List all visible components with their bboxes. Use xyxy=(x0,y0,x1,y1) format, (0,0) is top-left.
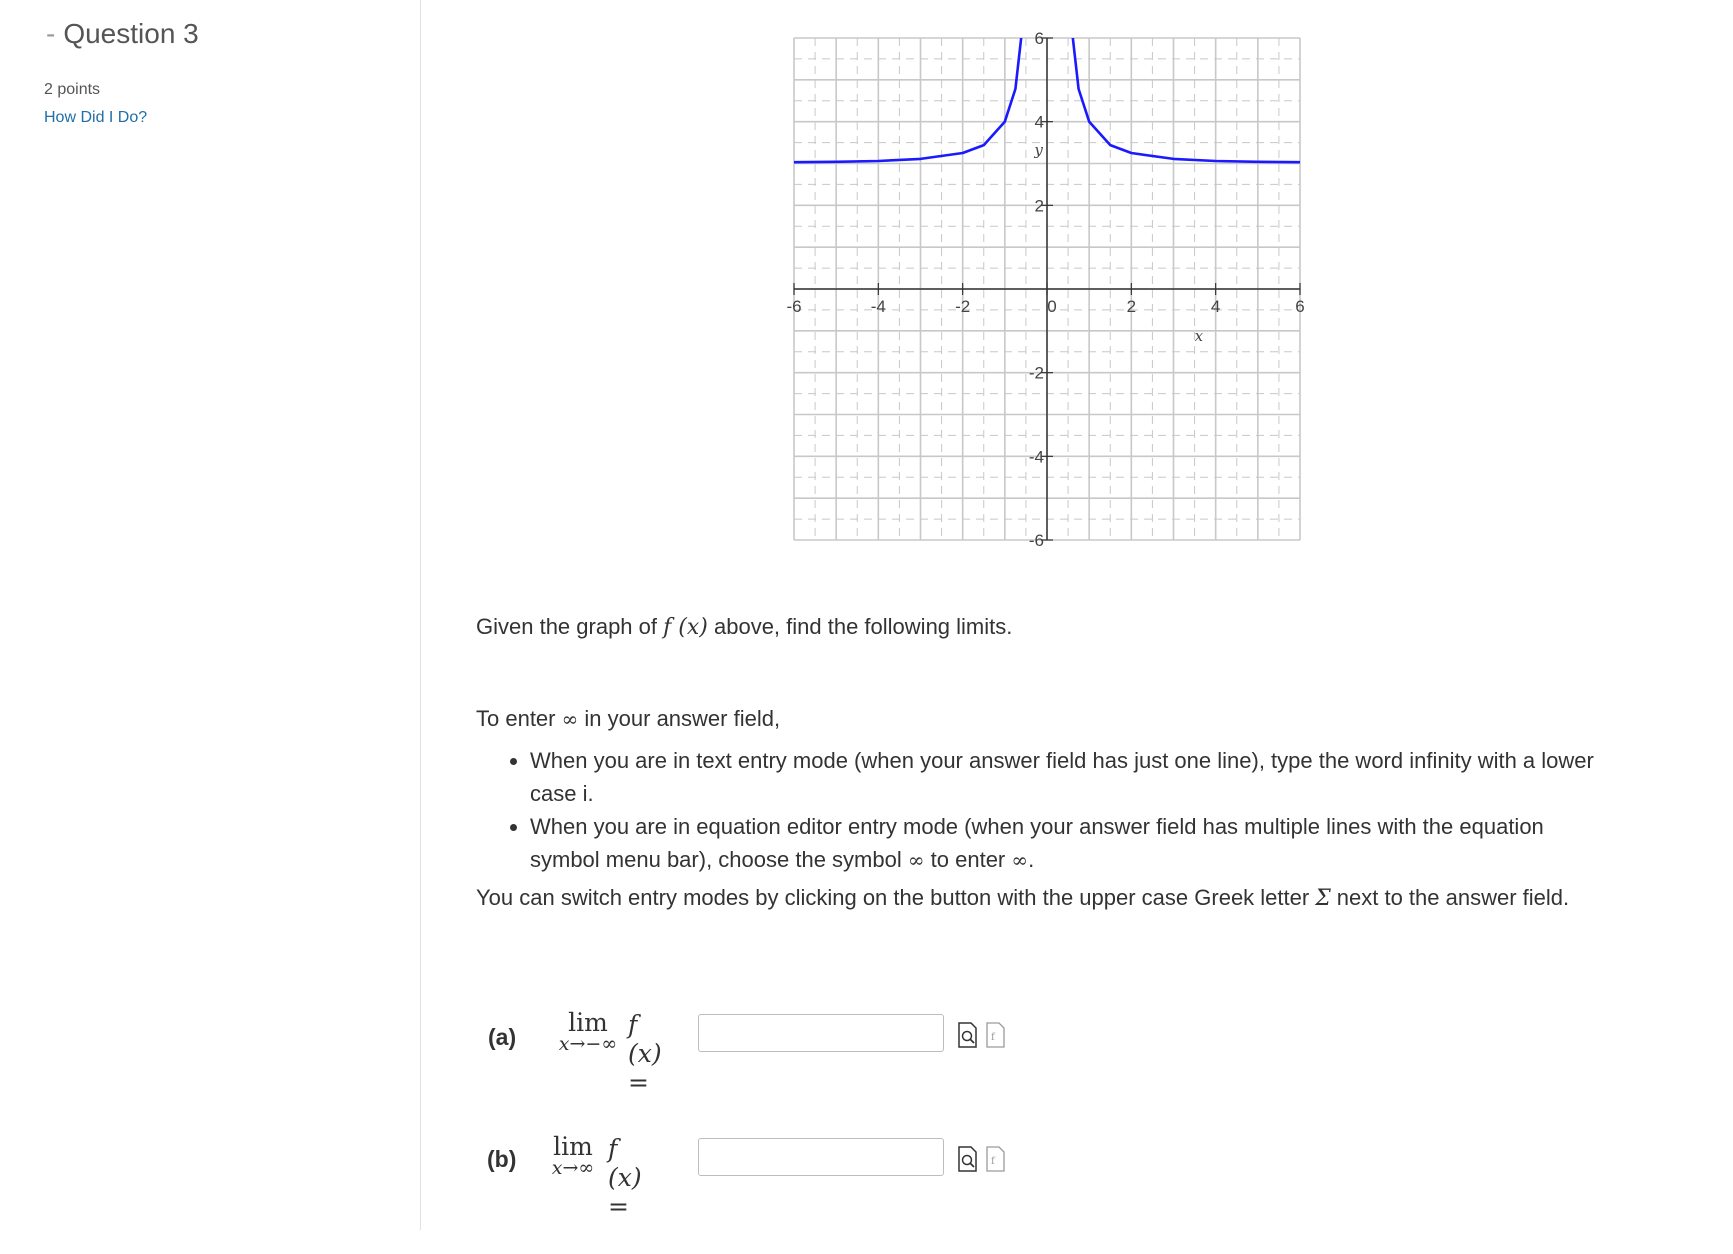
instruction-equation-mode: • When you are in equation editor entry mode (when your answer field has multiple lines with the equation symbol menu bar), choose the symbol ∞ to enter ∞. xyxy=(530,810,1612,877)
part-b-limit: lim x→∞ xyxy=(551,1132,595,1179)
instructions-list xyxy=(476,744,1612,877)
y-axis-label: y xyxy=(1034,141,1043,160)
question-sidebar xyxy=(0,0,421,1230)
x-tick-label: 6 xyxy=(1295,297,1305,316)
instruction-text-mode: • When you are in text entry mode (when your answer field has just one line), type the word infinity with a lower case i. xyxy=(530,744,1612,810)
instructions xyxy=(476,702,1612,915)
x-tick-label: -4 xyxy=(870,297,886,316)
equation-editor-icon[interactable] xyxy=(984,1146,1006,1172)
x-tick-label: 2 xyxy=(1126,297,1137,316)
infinity-symbol: ∞ xyxy=(907,848,925,872)
x-axis-label: x xyxy=(1194,327,1204,345)
part-b-function: f (x) = xyxy=(608,1134,642,1221)
curve-branch-1 xyxy=(1062,26,1300,162)
prompt-text-post: above, find the following limits. xyxy=(713,614,1013,639)
y-tick-label: 6 xyxy=(1034,29,1044,48)
sigma-symbol: Σ xyxy=(1315,886,1331,911)
part-a-limit: lim x→−∞ xyxy=(558,1008,618,1055)
curve-branch-0 xyxy=(794,26,1032,162)
x-tick-label: -6 xyxy=(786,297,802,316)
instructions-switch: You can switch entry modes by clicking on the button with the upper case Greek letter Σ next to the answer field. xyxy=(476,885,1570,911)
answer-input-b[interactable] xyxy=(698,1138,944,1176)
y-tick-label: 2 xyxy=(1034,196,1044,216)
y-tick-label: 4 xyxy=(1034,112,1044,132)
part-a-label: (a) xyxy=(488,1024,517,1050)
points-label: 2 points xyxy=(44,81,101,98)
x-tick-label: -2 xyxy=(955,297,971,316)
infinity-symbol: ∞ xyxy=(1011,848,1029,872)
y-tick-label: -4 xyxy=(1028,447,1044,467)
part-b-label: (b) xyxy=(487,1146,517,1172)
question-title-text: Question 3 xyxy=(63,18,199,49)
svg-text:f: f xyxy=(991,1032,995,1043)
prompt-text-pre: Given the graph of xyxy=(476,614,658,639)
question-title[interactable] xyxy=(46,18,199,50)
answer-input-a[interactable] xyxy=(698,1014,944,1052)
prompt-function: f (x) xyxy=(663,615,708,640)
preview-icon[interactable] xyxy=(956,1022,978,1048)
y-tick-label: -2 xyxy=(1028,363,1044,383)
preview-icon[interactable] xyxy=(956,1146,978,1172)
instructions-intro: To enter ∞ in your answer field, xyxy=(476,706,781,731)
part-a-function: f (x) = xyxy=(628,1010,662,1097)
y-tick-label: -6 xyxy=(1028,531,1044,550)
x-tick-label: 4 xyxy=(1210,297,1221,316)
svg-text:f: f xyxy=(991,1156,995,1167)
question-prompt xyxy=(476,614,1012,640)
x-tick-label: 0 xyxy=(1047,297,1057,316)
equation-editor-icon[interactable] xyxy=(984,1022,1006,1048)
infinity-symbol: ∞ xyxy=(561,707,579,731)
collapse-icon[interactable]: - xyxy=(46,18,56,49)
function-graph xyxy=(780,26,1370,612)
how-did-i-do-link[interactable]: How Did I Do? xyxy=(44,109,148,126)
